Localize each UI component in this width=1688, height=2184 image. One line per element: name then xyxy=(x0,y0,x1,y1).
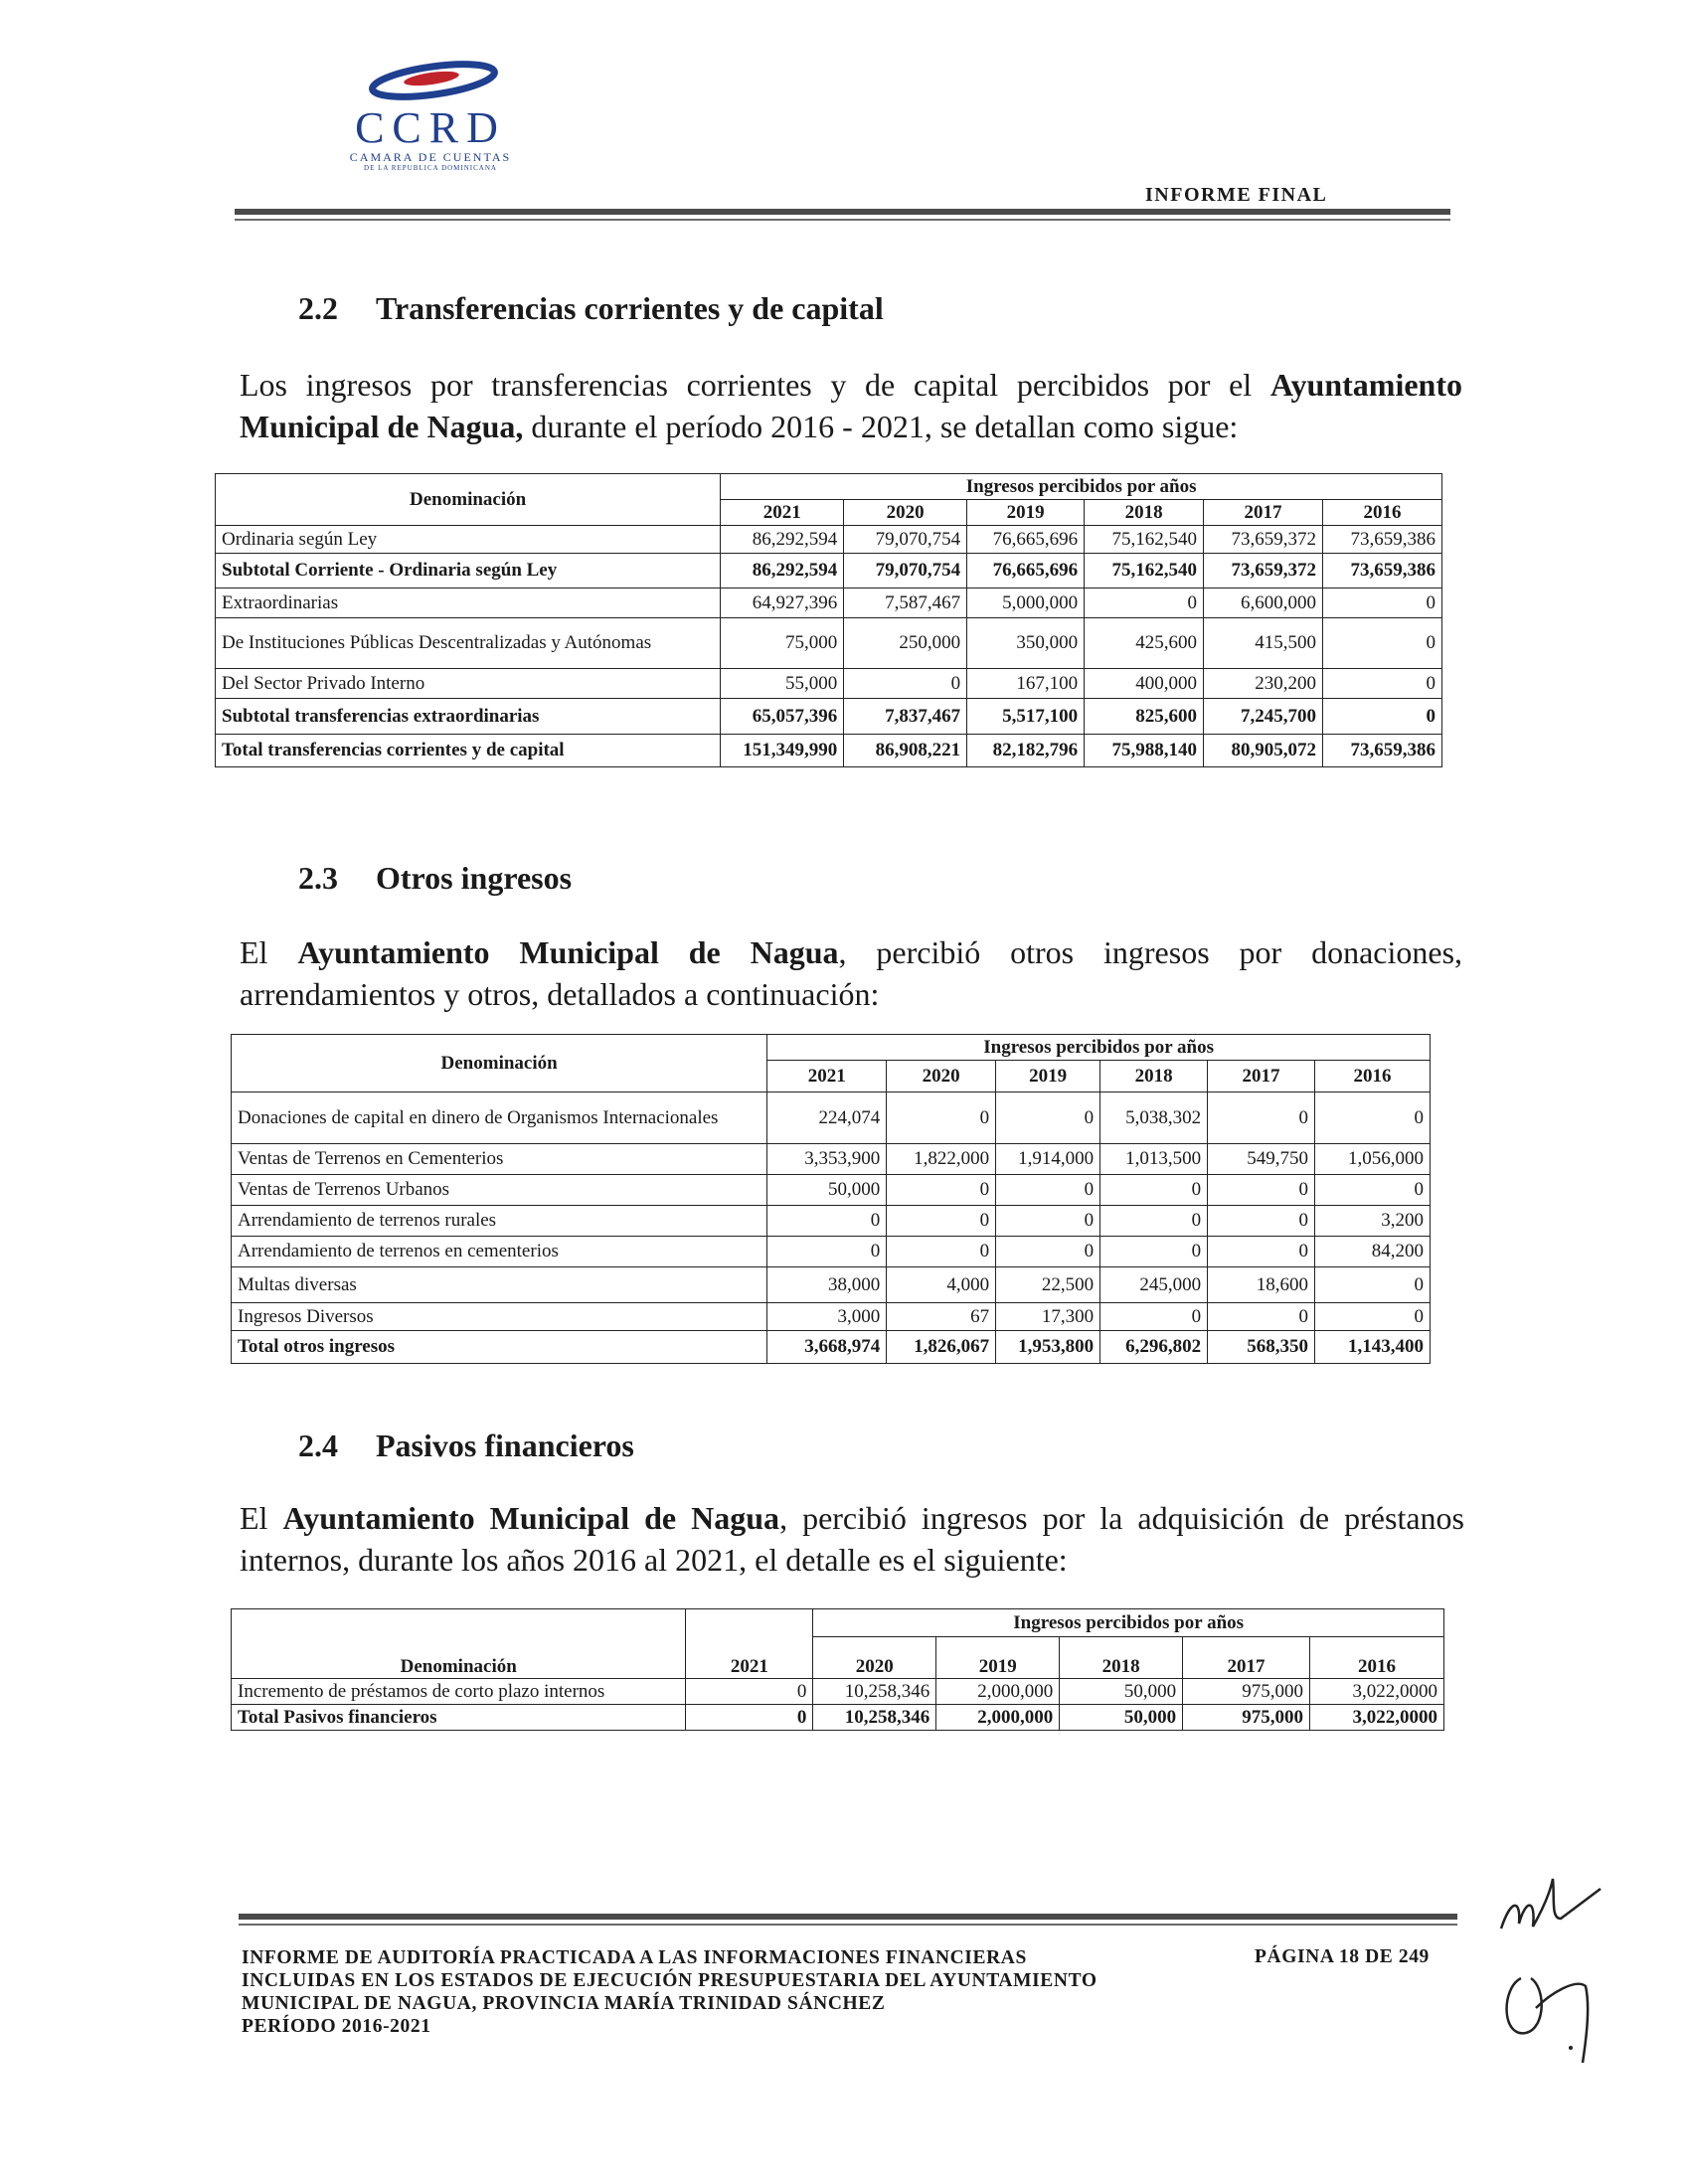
section-2-3-title: 2.3 Otros ingresos xyxy=(298,860,573,896)
handwritten-signature xyxy=(1491,1869,1620,2068)
year-header: 2020 xyxy=(813,1637,936,1679)
group-header: Ingresos percibidos por años xyxy=(721,474,1442,500)
table-cell: 4,000 xyxy=(887,1267,996,1303)
table-cell: 55,000 xyxy=(721,669,844,699)
table-cell: 425,600 xyxy=(1085,618,1204,669)
table-cell: 0 xyxy=(1315,1092,1431,1144)
table-cell: 230,200 xyxy=(1204,669,1323,699)
table-cell: 825,600 xyxy=(1085,699,1204,735)
table-cell: 0 xyxy=(1100,1206,1208,1237)
row-label: Incremento de préstamos de corto plazo internos xyxy=(232,1679,686,1705)
table-row xyxy=(232,1331,1431,1364)
year-header: 2016 xyxy=(1310,1637,1444,1679)
table-cell: 3,022,0000 xyxy=(1310,1679,1444,1705)
table-row xyxy=(216,699,1442,735)
table-cell: 1,953,800 xyxy=(996,1331,1100,1364)
year-header: 2021 xyxy=(721,500,844,526)
table-cell: 400,000 xyxy=(1085,669,1204,699)
table-cell: 0 xyxy=(1100,1303,1208,1331)
year-header: 2016 xyxy=(1315,1061,1431,1092)
table-cell: 65,057,396 xyxy=(721,699,844,735)
table-cell: 0 xyxy=(686,1679,813,1705)
row-label: Arrendamiento de terrenos rurales xyxy=(232,1206,767,1237)
footer-rule-thin xyxy=(239,1924,1457,1926)
table-cell: 3,022,0000 xyxy=(1310,1705,1444,1731)
section-2-3-paragraph: El Ayuntamiento Municipal de Nagua, percibió otros ingresos por donaciones, arrendamientos y otros, detallados a continuación: xyxy=(240,934,1463,1012)
year-header: 2020 xyxy=(887,1061,996,1092)
table-cell: 0 xyxy=(1323,699,1442,735)
row-label: Del Sector Privado Interno xyxy=(216,669,721,699)
logo-subtitle-small: DE LA REPUBLICA DOMINICANA xyxy=(364,164,497,172)
table-cell: 84,200 xyxy=(1315,1237,1431,1267)
table-cell: 5,517,100 xyxy=(967,699,1085,735)
row-label: Arrendamiento de terrenos en cementerios xyxy=(232,1237,767,1267)
footer-line: INCLUIDAS EN LOS ESTADOS DE EJECUCIÓN PRESUPUESTARIA DEL AYUNTAMIENTO xyxy=(242,1970,1097,1991)
table-cell: 86,292,594 xyxy=(721,554,844,588)
ccrd-logo xyxy=(316,55,545,172)
table-cell: 0 xyxy=(996,1092,1100,1144)
year-header: 2019 xyxy=(967,500,1085,526)
footer-line: INFORME DE AUDITORÍA PRACTICADA A LAS INFORMACIONES FINANCIERAS xyxy=(242,1947,1027,1968)
footer-rule xyxy=(239,1914,1457,1920)
year-header: 2017 xyxy=(1204,500,1323,526)
table-cell: 3,668,974 xyxy=(767,1331,887,1364)
table-cell: 75,988,140 xyxy=(1085,735,1204,767)
table-row xyxy=(232,1092,1431,1144)
footer-line: MUNICIPAL DE NAGUA, PROVINCIA MARÍA TRINIDAD SÁNCHEZ xyxy=(242,1993,886,2014)
table-cell: 86,292,594 xyxy=(721,526,844,554)
col-header-denominacion: Denominación xyxy=(232,1035,767,1092)
year-header: 2019 xyxy=(936,1637,1060,1679)
table-cell: 0 xyxy=(996,1206,1100,1237)
table-cell: 0 xyxy=(887,1175,996,1206)
table-cell: 0 xyxy=(887,1092,996,1144)
table-row xyxy=(232,1237,1431,1267)
year-header: 2021 xyxy=(686,1609,813,1679)
other-income-table xyxy=(231,1034,1431,1364)
table-cell: 73,659,386 xyxy=(1323,526,1442,554)
table-cell: 1,826,067 xyxy=(887,1331,996,1364)
table-cell: 0 xyxy=(1315,1267,1431,1303)
table-cell: 0 xyxy=(767,1237,887,1267)
table-row xyxy=(216,588,1442,618)
table-cell: 10,258,346 xyxy=(813,1705,936,1731)
table-cell: 415,500 xyxy=(1204,618,1323,669)
table-cell: 17,300 xyxy=(996,1303,1100,1331)
year-header: 2019 xyxy=(996,1061,1100,1092)
footer-line: PERÍODO 2016-2021 xyxy=(242,2016,431,2037)
header-rule xyxy=(235,209,1450,215)
row-label: Donaciones de capital en dinero de Organismos Internacionales xyxy=(232,1092,767,1144)
table-cell: 6,296,802 xyxy=(1100,1331,1208,1364)
table-row xyxy=(232,1175,1431,1206)
section-2-4-paragraph: El Ayuntamiento Municipal de Nagua, percibió ingresos por la adquisición de préstanos internos, durante los años 2016 al 2021, el detalle es el siguiente: xyxy=(240,1500,1465,1578)
year-header: 2020 xyxy=(844,500,967,526)
page-number: PÁGINA 18 DE 249 xyxy=(1255,1946,1430,1967)
table-cell: 1,822,000 xyxy=(887,1144,996,1175)
table-cell: 151,349,990 xyxy=(721,735,844,767)
table-cell: 1,013,500 xyxy=(1100,1144,1208,1175)
table-cell: 0 xyxy=(1208,1237,1315,1267)
table-cell: 0 xyxy=(1208,1092,1315,1144)
table-cell: 50,000 xyxy=(1060,1679,1183,1705)
table-cell: 73,659,386 xyxy=(1323,554,1442,588)
table-cell: 50,000 xyxy=(1060,1705,1183,1731)
financial-liabilities-table xyxy=(231,1608,1444,1731)
row-label: De Instituciones Públicas Descentralizadas y Autónomas xyxy=(216,618,721,669)
table-row xyxy=(232,1206,1431,1237)
row-label: Ordinaria según Ley xyxy=(216,526,721,554)
table-cell: 250,000 xyxy=(844,618,967,669)
table-row xyxy=(232,1144,1431,1175)
table-cell: 0 xyxy=(767,1206,887,1237)
year-header: 2018 xyxy=(1085,500,1204,526)
table-cell: 0 xyxy=(887,1206,996,1237)
table-cell: 0 xyxy=(1323,669,1442,699)
table-cell: 0 xyxy=(996,1237,1100,1267)
table-row xyxy=(232,1705,1444,1731)
table-cell: 79,070,754 xyxy=(844,554,967,588)
table-row xyxy=(216,554,1442,588)
table-row xyxy=(216,735,1442,767)
table-cell: 86,908,221 xyxy=(844,735,967,767)
table-cell: 73,659,372 xyxy=(1204,526,1323,554)
section-2-2-title: 2.2 Transferencias corrientes y de capital xyxy=(298,290,884,326)
table-cell: 0 xyxy=(686,1705,813,1731)
table-row xyxy=(216,669,1442,699)
table-row xyxy=(232,1303,1431,1331)
table-cell: 3,200 xyxy=(1315,1206,1431,1237)
table-cell: 3,000 xyxy=(767,1303,887,1331)
table-cell: 7,587,467 xyxy=(844,588,967,618)
table-cell: 0 xyxy=(1323,618,1442,669)
row-label: Ingresos Diversos xyxy=(232,1303,767,1331)
transfers-table xyxy=(215,473,1442,767)
table-cell: 79,070,754 xyxy=(844,526,967,554)
table-cell: 975,000 xyxy=(1183,1705,1310,1731)
table-cell: 82,182,796 xyxy=(967,735,1085,767)
footer-report-title xyxy=(242,1946,1236,2038)
year-header: 2017 xyxy=(1208,1061,1315,1092)
section-2-4-title: 2.4 Pasivos financieros xyxy=(298,1428,634,1463)
year-header: 2021 xyxy=(767,1061,887,1092)
table-cell: 7,245,700 xyxy=(1204,699,1323,735)
table-cell: 0 xyxy=(1208,1303,1315,1331)
table-cell: 0 xyxy=(1085,588,1204,618)
year-header: 2018 xyxy=(1100,1061,1208,1092)
table-cell: 568,350 xyxy=(1208,1331,1315,1364)
table-cell: 2,000,000 xyxy=(936,1705,1060,1731)
table-row xyxy=(232,1267,1431,1303)
table-cell: 80,905,072 xyxy=(1204,735,1323,767)
table-cell: 0 xyxy=(1208,1175,1315,1206)
row-label: Extraordinarias xyxy=(216,588,721,618)
table-cell: 1,056,000 xyxy=(1315,1144,1431,1175)
table-row xyxy=(216,526,1442,554)
table-cell: 975,000 xyxy=(1183,1679,1310,1705)
table-cell: 1,914,000 xyxy=(996,1144,1100,1175)
table-cell: 0 xyxy=(844,669,967,699)
table-cell: 0 xyxy=(887,1237,996,1267)
table-cell: 6,600,000 xyxy=(1204,588,1323,618)
table-cell: 75,162,540 xyxy=(1085,554,1204,588)
table-cell: 350,000 xyxy=(967,618,1085,669)
row-label: Total Pasivos financieros xyxy=(232,1705,686,1731)
table-cell: 0 xyxy=(1100,1237,1208,1267)
table-cell: 7,837,467 xyxy=(844,699,967,735)
group-header: Ingresos percibidos por años xyxy=(767,1035,1431,1061)
table-cell: 549,750 xyxy=(1208,1144,1315,1175)
logo-subtitle: CAMARA DE CUENTAS xyxy=(349,150,512,164)
table-cell: 76,665,696 xyxy=(967,554,1085,588)
table-cell: 2,000,000 xyxy=(936,1679,1060,1705)
table-cell: 0 xyxy=(1100,1175,1208,1206)
table-cell: 22,500 xyxy=(996,1267,1100,1303)
header-rule-thin xyxy=(235,219,1450,221)
table-cell: 5,000,000 xyxy=(967,588,1085,618)
table-cell: 167,100 xyxy=(967,669,1085,699)
row-label: Ventas de Terrenos Urbanos xyxy=(232,1175,767,1206)
table-cell: 5,038,302 xyxy=(1100,1092,1208,1144)
table-cell: 3,353,900 xyxy=(767,1144,887,1175)
table-cell: 0 xyxy=(1315,1175,1431,1206)
table-cell: 67 xyxy=(887,1303,996,1331)
table-cell: 0 xyxy=(1315,1303,1431,1331)
table-cell: 76,665,696 xyxy=(967,526,1085,554)
col-header-denominacion: Denominación xyxy=(232,1609,686,1679)
table-row xyxy=(216,618,1442,669)
table-cell: 0 xyxy=(996,1175,1100,1206)
table-cell: 0 xyxy=(1208,1206,1315,1237)
row-label: Subtotal transferencias extraordinarias xyxy=(216,699,721,735)
table-cell: 38,000 xyxy=(767,1267,887,1303)
row-label: Multas diversas xyxy=(232,1267,767,1303)
col-header-denominacion: Denominación xyxy=(216,474,721,526)
table-cell: 73,659,372 xyxy=(1204,554,1323,588)
table-cell: 18,600 xyxy=(1208,1267,1315,1303)
table-cell: 75,162,540 xyxy=(1085,526,1204,554)
logo-wordmark: CCRD xyxy=(355,103,506,152)
table-cell: 224,074 xyxy=(767,1092,887,1144)
year-header: 2018 xyxy=(1060,1637,1183,1679)
table-cell: 1,143,400 xyxy=(1315,1331,1431,1364)
table-cell: 245,000 xyxy=(1100,1267,1208,1303)
header-label: INFORME FINAL xyxy=(1145,184,1328,206)
table-cell: 10,258,346 xyxy=(813,1679,936,1705)
section-2-2-paragraph: Los ingresos por transferencias corrientes y de capital percibidos por el Ayuntamiento Municipal de Nagua, durante el período 2016 - 2021, se detallan como sigue: xyxy=(240,367,1462,444)
group-header: Ingresos percibidos por años xyxy=(813,1609,1444,1637)
row-label: Subtotal Corriente - Ordinaria según Ley xyxy=(216,554,721,588)
table-cell: 0 xyxy=(1323,588,1442,618)
table-cell: 64,927,396 xyxy=(721,588,844,618)
row-label: Total otros ingresos xyxy=(232,1331,767,1364)
table-row xyxy=(232,1679,1444,1705)
year-header: 2016 xyxy=(1323,500,1442,526)
table-cell: 50,000 xyxy=(767,1175,887,1206)
row-label: Ventas de Terrenos en Cementerios xyxy=(232,1144,767,1175)
row-label: Total transferencias corrientes y de capital xyxy=(216,735,721,767)
table-cell: 73,659,386 xyxy=(1323,735,1442,767)
table-cell: 75,000 xyxy=(721,618,844,669)
year-header: 2017 xyxy=(1183,1637,1310,1679)
